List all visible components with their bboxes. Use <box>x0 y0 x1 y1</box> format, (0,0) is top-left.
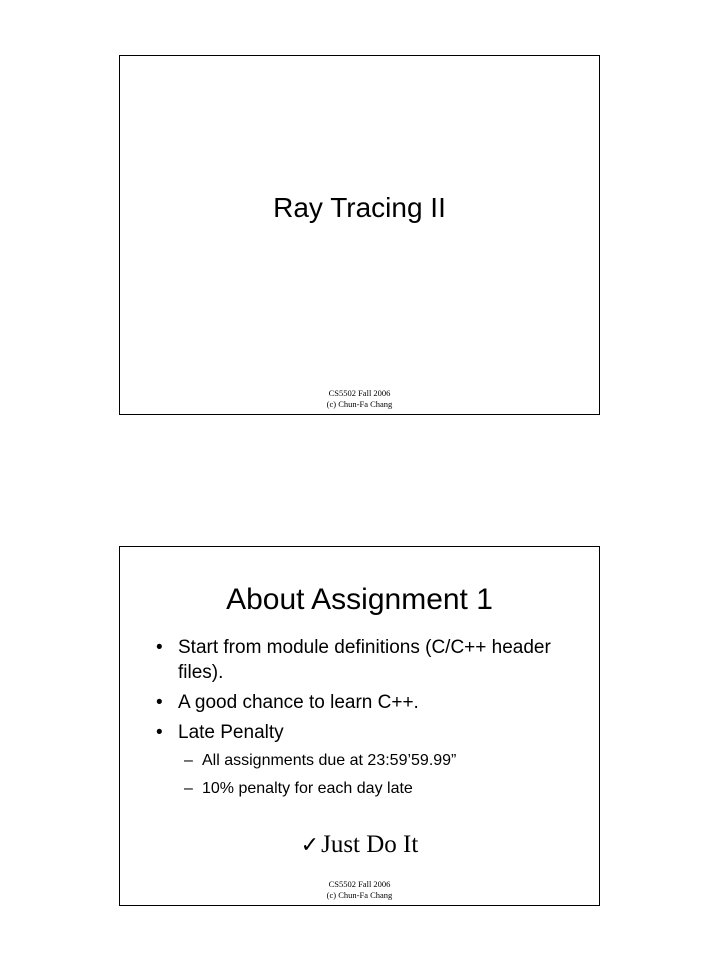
bullet-item <box>156 720 576 745</box>
slide-footer <box>120 879 599 901</box>
footer-course: CS5502 Fall 2006 <box>328 388 391 398</box>
slide-title: Ray Tracing II <box>273 192 446 223</box>
checkmark-icon: ✓ <box>300 833 320 858</box>
sub-bullet-item <box>156 778 576 800</box>
footer-author: (c) Chun-Fa Chang <box>326 890 393 900</box>
bullet-dot-icon: • <box>156 637 163 658</box>
footer-course: CS5502 Fall 2006 <box>328 879 391 889</box>
slide-footer <box>120 388 599 410</box>
tagline-text: Just Do It <box>321 831 419 858</box>
slide-1 <box>119 55 600 415</box>
sub-bullet-item <box>156 750 576 772</box>
slide-title: About Assignment 1 <box>226 583 493 616</box>
dash-icon: – <box>184 752 193 769</box>
footer-author: (c) Chun-Fa Chang <box>326 399 393 409</box>
dash-icon: – <box>184 780 193 797</box>
bullet-dot-icon: • <box>156 692 163 713</box>
bullet-item <box>156 635 576 685</box>
bullet-text: Late Penalty <box>178 722 284 743</box>
bullet-list <box>156 635 576 806</box>
bullet-text: Start from module definitions (C/C++ header files). <box>178 637 551 683</box>
bullet-item <box>156 690 576 715</box>
sub-bullet-text: All assignments due at 23:59’59.99” <box>202 752 457 769</box>
tagline <box>120 831 599 859</box>
bullet-text: A good chance to learn C++. <box>178 692 419 713</box>
slide-2 <box>119 546 600 906</box>
bullet-dot-icon: • <box>156 722 163 743</box>
sub-bullet-text: 10% penalty for each day late <box>202 780 413 797</box>
